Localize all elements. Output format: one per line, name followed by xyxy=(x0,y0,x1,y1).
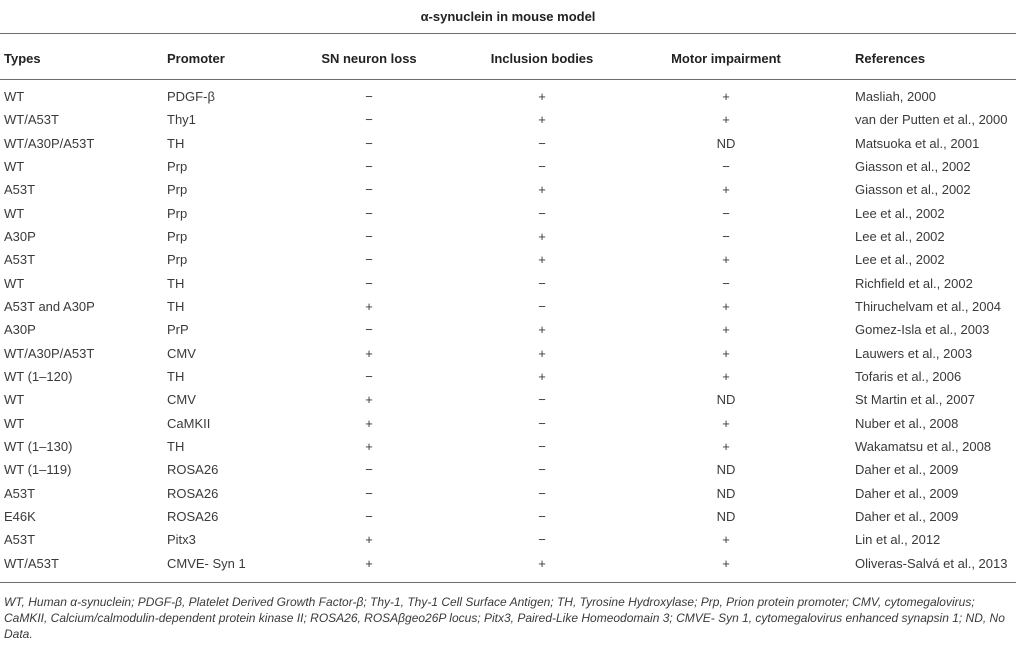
motor-impairment-cell: + xyxy=(722,322,730,338)
inclusion-bodies-cell: − xyxy=(538,532,546,548)
inclusion-bodies-cell: − xyxy=(538,298,546,314)
sn-neuron-loss-cell: + xyxy=(365,415,373,431)
sn-neuron-loss-cell: − xyxy=(365,182,373,198)
inclusion-bodies-cell: + xyxy=(538,322,546,338)
motor-impairment-cell: + xyxy=(722,182,730,198)
reference-cell: Oliveras-Salvá et al., 2013 xyxy=(855,555,1008,571)
motor-impairment-cell: + xyxy=(722,89,730,104)
table-row xyxy=(0,86,1016,109)
type-cell: A53T xyxy=(4,532,36,548)
promoter-cell: Prp xyxy=(167,205,188,221)
promoter-cell: CMV xyxy=(167,392,196,408)
reference-cell: Lin et al., 2012 xyxy=(855,532,941,548)
table-row xyxy=(0,436,1016,459)
table-row xyxy=(0,249,1016,272)
sn-neuron-loss-cell: + xyxy=(365,345,373,361)
sn-neuron-loss-cell: − xyxy=(365,205,373,221)
type-cell: WT (1–120) xyxy=(4,368,73,384)
promoter-cell: ROSA26 xyxy=(167,462,219,478)
table-row xyxy=(0,273,1016,296)
inclusion-bodies-cell: − xyxy=(538,392,546,408)
type-cell: WT xyxy=(4,89,25,104)
motor-impairment-cell: − xyxy=(722,205,730,221)
type-cell: WT (1–130) xyxy=(4,438,73,454)
promoter-cell: TH xyxy=(167,438,185,454)
sn-neuron-loss-cell: − xyxy=(365,462,373,478)
sn-neuron-loss-cell: + xyxy=(365,532,373,548)
header-sn-neuron-loss: SN neuron loss xyxy=(321,51,417,66)
motor-impairment-cell: + xyxy=(722,368,730,384)
motor-impairment-cell: ND xyxy=(716,485,736,501)
reference-cell: Daher et al., 2009 xyxy=(855,508,959,524)
inclusion-bodies-cell: + xyxy=(538,228,546,244)
table-row xyxy=(0,319,1016,342)
promoter-cell: CMV xyxy=(167,345,196,361)
type-cell: A30P xyxy=(4,322,36,338)
promoter-cell: Prp xyxy=(167,182,188,198)
promoter-cell: Pitx3 xyxy=(167,532,196,548)
inclusion-bodies-cell: + xyxy=(538,252,546,268)
reference-cell: Masliah, 2000 xyxy=(855,89,936,104)
table-title: α-synuclein in mouse model xyxy=(420,9,596,24)
table-row xyxy=(0,296,1016,319)
promoter-cell: PrP xyxy=(167,322,189,338)
promoter-cell: CMVE- Syn 1 xyxy=(167,555,246,571)
reference-cell: Lee et al., 2002 xyxy=(855,205,945,221)
table-body xyxy=(0,86,1016,576)
table-row xyxy=(0,553,1016,576)
header-rule xyxy=(0,79,1016,80)
inclusion-bodies-cell: − xyxy=(538,485,546,501)
header-promoter: Promoter xyxy=(167,51,225,66)
sn-neuron-loss-cell: − xyxy=(365,89,373,104)
sn-neuron-loss-cell: − xyxy=(365,368,373,384)
type-cell: WT xyxy=(4,415,25,431)
reference-cell: Thiruchelvam et al., 2004 xyxy=(855,298,1001,314)
type-cell: WT (1–119) xyxy=(4,462,72,478)
type-cell: WT/A53T xyxy=(4,555,59,571)
inclusion-bodies-cell: − xyxy=(538,462,546,478)
bottom-rule xyxy=(0,582,1016,583)
sn-neuron-loss-cell: − xyxy=(365,135,373,151)
sn-neuron-loss-cell: − xyxy=(365,485,373,501)
sn-neuron-loss-cell: − xyxy=(365,252,373,268)
inclusion-bodies-cell: − xyxy=(538,158,546,174)
sn-neuron-loss-cell: − xyxy=(365,275,373,291)
header-types: Types xyxy=(4,51,41,66)
inclusion-bodies-cell: − xyxy=(538,205,546,221)
table-row xyxy=(0,366,1016,389)
inclusion-bodies-cell: − xyxy=(538,135,546,151)
type-cell: E46K xyxy=(4,508,36,524)
table-row xyxy=(0,179,1016,202)
inclusion-bodies-cell: + xyxy=(538,368,546,384)
reference-cell: Daher et al., 2009 xyxy=(855,462,959,478)
reference-cell: van der Putten et al., 2000 xyxy=(855,112,1008,128)
motor-impairment-cell: + xyxy=(722,112,730,128)
table-row xyxy=(0,133,1016,156)
table-row xyxy=(0,529,1016,552)
reference-cell: Matsuoka et al., 2001 xyxy=(855,135,980,151)
sn-neuron-loss-cell: + xyxy=(365,392,373,408)
sn-neuron-loss-cell: + xyxy=(365,438,373,454)
type-cell: A30P xyxy=(4,228,36,244)
motor-impairment-cell: ND xyxy=(716,508,736,524)
reference-cell: Tofaris et al., 2006 xyxy=(855,368,962,384)
motor-impairment-cell: + xyxy=(722,438,730,454)
table-row xyxy=(0,389,1016,412)
table-row xyxy=(0,506,1016,529)
inclusion-bodies-cell: + xyxy=(538,112,546,128)
promoter-cell: PDGF-β xyxy=(167,89,215,104)
motor-impairment-cell: ND xyxy=(716,462,736,478)
type-cell: A53T xyxy=(4,485,36,501)
type-cell: A53T xyxy=(4,252,36,268)
inclusion-bodies-cell: − xyxy=(538,438,546,454)
promoter-cell: ROSA26 xyxy=(167,485,219,501)
motor-impairment-cell: + xyxy=(722,555,730,571)
type-cell: WT/A30P/A53T xyxy=(4,135,95,151)
header-motor-impairment: Motor impairment xyxy=(671,51,781,66)
motor-impairment-cell: − xyxy=(722,228,730,244)
inclusion-bodies-cell: − xyxy=(538,275,546,291)
promoter-cell: Prp xyxy=(167,158,188,174)
promoter-cell: ROSA26 xyxy=(167,508,219,524)
header-inclusion-bodies: Inclusion bodies xyxy=(490,51,594,66)
motor-impairment-cell: − xyxy=(722,275,730,291)
sn-neuron-loss-cell: + xyxy=(365,555,373,571)
inclusion-bodies-cell: − xyxy=(538,415,546,431)
table-row xyxy=(0,203,1016,226)
sn-neuron-loss-cell: − xyxy=(365,508,373,524)
header-references: References xyxy=(855,51,926,66)
top-rule xyxy=(0,33,1016,34)
type-cell: WT/A30P/A53T xyxy=(4,345,95,361)
promoter-cell: TH xyxy=(167,298,185,314)
reference-cell: St Martin et al., 2007 xyxy=(855,392,975,408)
motor-impairment-cell: − xyxy=(722,158,730,174)
type-cell: A53T xyxy=(4,182,36,198)
table-row xyxy=(0,459,1016,482)
inclusion-bodies-cell: + xyxy=(538,555,546,571)
sn-neuron-loss-cell: − xyxy=(365,228,373,244)
type-cell: A53T and A30P xyxy=(4,298,95,314)
reference-cell: Giasson et al., 2002 xyxy=(855,158,971,174)
inclusion-bodies-cell: − xyxy=(538,508,546,524)
reference-cell: Lauwers et al., 2003 xyxy=(855,345,973,361)
reference-cell: Giasson et al., 2002 xyxy=(855,182,971,198)
sn-neuron-loss-cell: − xyxy=(365,158,373,174)
type-cell: WT xyxy=(4,205,25,221)
motor-impairment-cell: + xyxy=(722,298,730,314)
table-row xyxy=(0,483,1016,506)
reference-cell: Richfield et al., 2002 xyxy=(855,275,973,291)
inclusion-bodies-cell: + xyxy=(538,345,546,361)
reference-cell: Gomez-Isla et al., 2003 xyxy=(855,322,990,338)
promoter-cell: Prp xyxy=(167,252,188,268)
motor-impairment-cell: + xyxy=(722,415,730,431)
motor-impairment-cell: + xyxy=(722,252,730,268)
type-cell: WT xyxy=(4,275,25,291)
motor-impairment-cell: + xyxy=(722,345,730,361)
inclusion-bodies-cell: + xyxy=(538,89,546,104)
motor-impairment-cell: + xyxy=(722,532,730,548)
reference-cell: Nuber et al., 2008 xyxy=(855,415,959,431)
sn-neuron-loss-cell: − xyxy=(365,322,373,338)
motor-impairment-cell: ND xyxy=(716,135,736,151)
reference-cell: Daher et al., 2009 xyxy=(855,485,959,501)
table-row xyxy=(0,226,1016,249)
table-row xyxy=(0,156,1016,179)
reference-cell: Lee et al., 2002 xyxy=(855,252,945,268)
table-row xyxy=(0,343,1016,366)
promoter-cell: Prp xyxy=(167,228,188,244)
promoter-cell: TH xyxy=(167,135,185,151)
table-footnote: WT, Human α-synuclein; PDGF-β, Platelet Derived Growth Factor-β; Thy-1, Thy-1 Cell Surface Antigen; TH, Tyrosine Hydroxylase; Prp, Prion protein promoter; CMV, cytomegalovirus; CaMKII, Calcium/calmodulin-dependent protein kinase II; ROSA26, ROSAβgeo26P locus; Pitx3, Paired-Like Homeodomain 3; CMVE- Syn 1, cytomegalovirus enhanced synapsin 1; ND, No Data. xyxy=(4,595,1005,641)
reference-cell: Lee et al., 2002 xyxy=(855,228,945,244)
table-row xyxy=(0,413,1016,436)
promoter-cell: TH xyxy=(167,275,185,291)
type-cell: WT xyxy=(4,392,25,408)
type-cell: WT/A53T xyxy=(4,112,59,128)
inclusion-bodies-cell: + xyxy=(538,182,546,198)
promoter-cell: Thy1 xyxy=(167,112,196,128)
sn-neuron-loss-cell: + xyxy=(365,298,373,314)
sn-neuron-loss-cell: − xyxy=(365,112,373,128)
type-cell: WT xyxy=(4,158,25,174)
motor-impairment-cell: ND xyxy=(716,392,736,408)
reference-cell: Wakamatsu et al., 2008 xyxy=(855,438,992,454)
promoter-cell: CaMKII xyxy=(167,415,211,431)
promoter-cell: TH xyxy=(167,368,185,384)
table-row xyxy=(0,109,1016,132)
